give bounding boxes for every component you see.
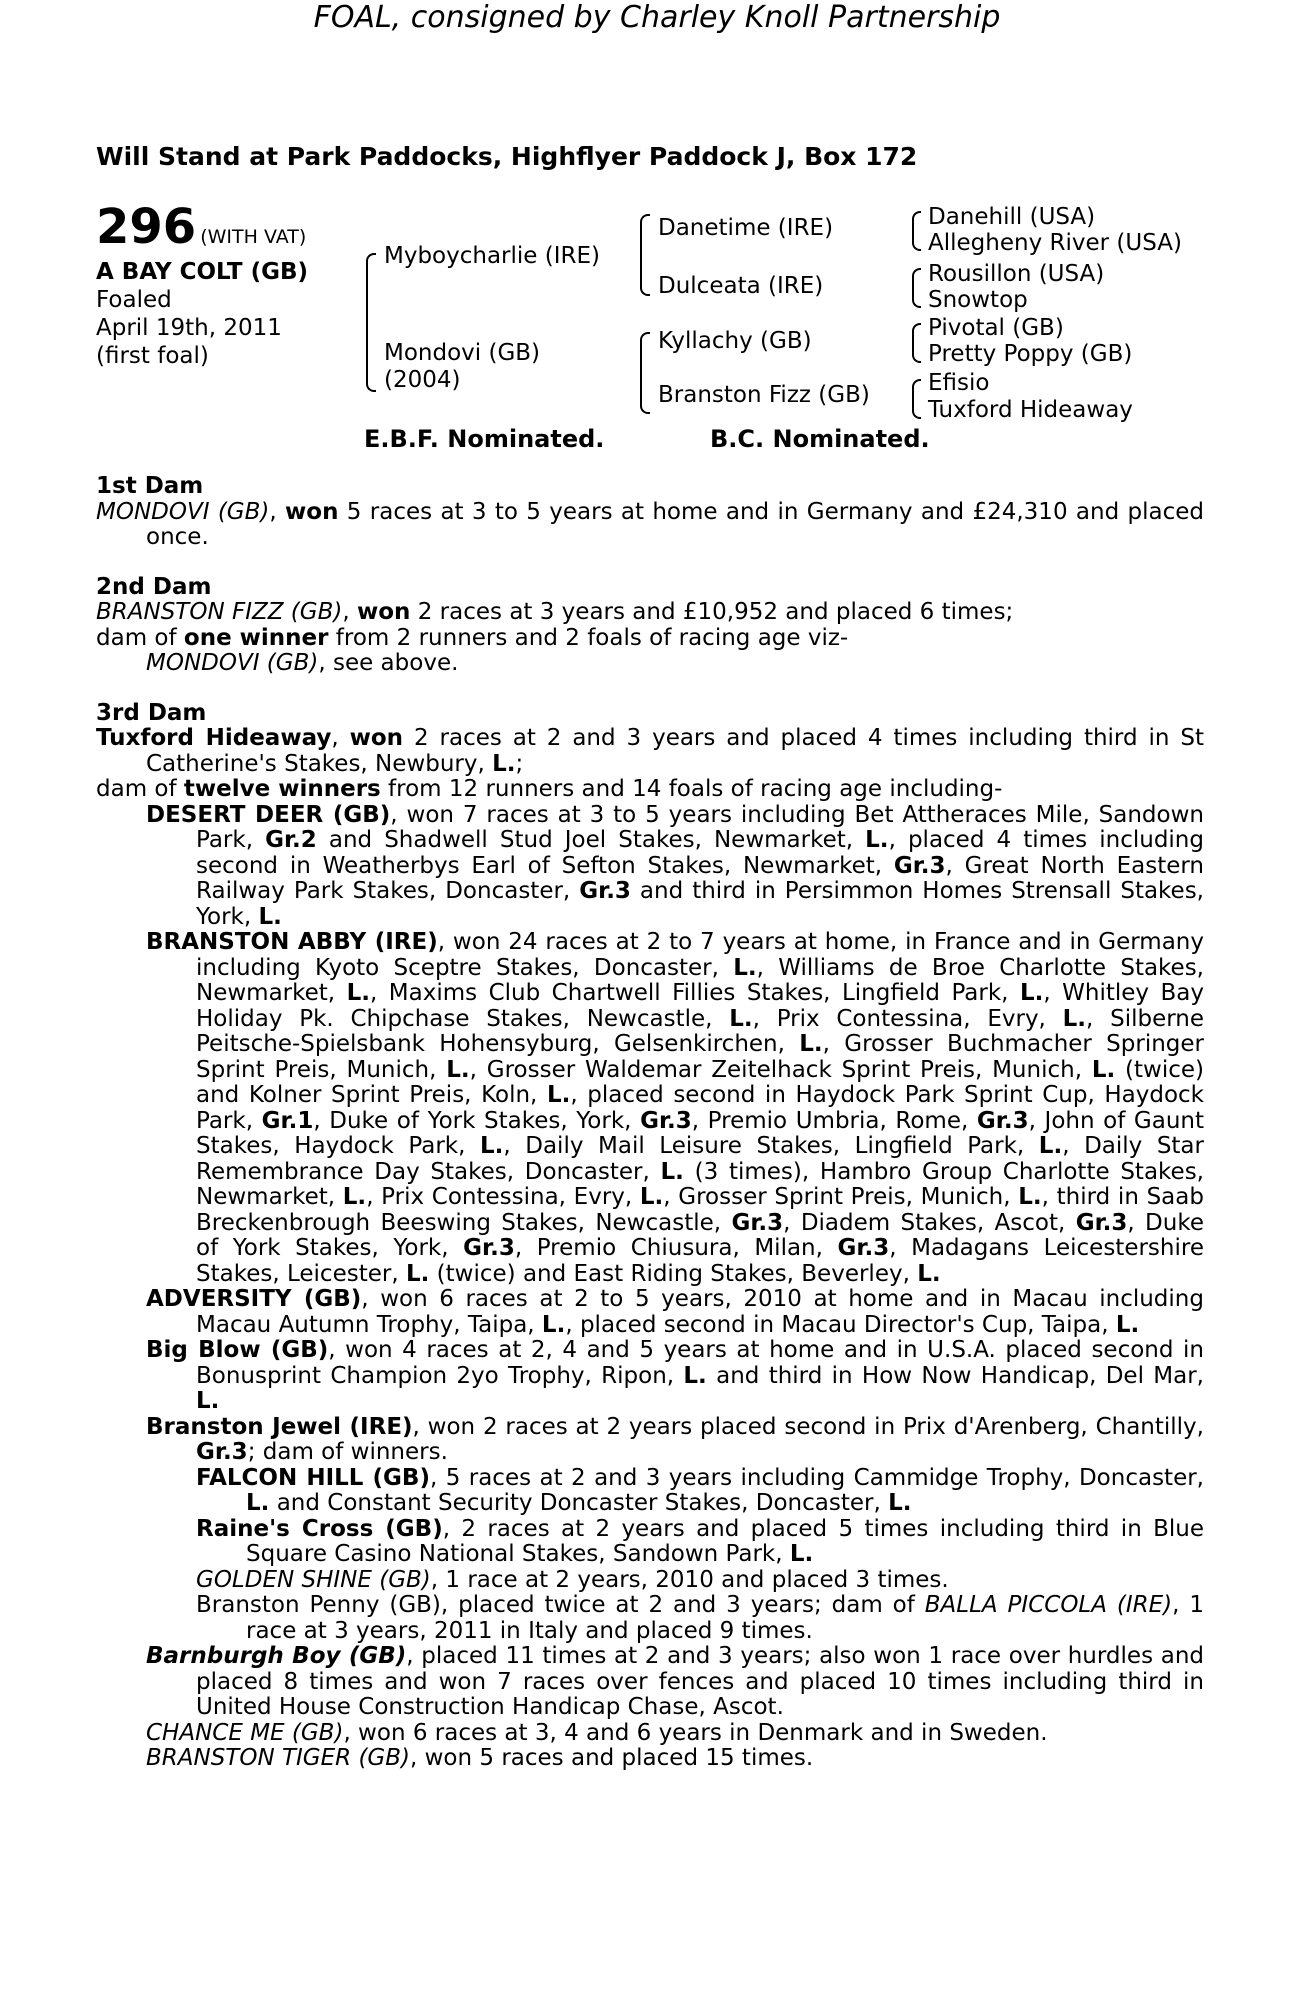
produce-big-blow: Big Blow (GB), won 4 races at 2, 4 and 5 years at home and in U.S.A. placed second in Bonusprint Champion 2yo Trophy, Ripon, L. and third in How Now Handicap, Del Mar, L. — [146, 1337, 1204, 1414]
produce-adversity: ADVERSITY (GB), won 6 races at 2 to 5 years, 2010 at home and in Macau including Macau Autumn Trophy, Taipa, L., placed second in Macau Director's Cup, Taipa, L. — [146, 1286, 1204, 1338]
pedigree-sire: Myboycharlie (IRE) — [384, 243, 600, 269]
produce-branston-tiger: BRANSTON TIGER (GB), won 5 races and placed 15 times. — [146, 1745, 814, 1771]
pedigree-g3-8: Tuxford Hideaway — [928, 397, 1133, 423]
third-dam-produce-summary — [96, 777, 1204, 803]
produce-name: Branston Jewel (IRE) — [146, 1413, 413, 1440]
second-dam-heading: 2nd Dam — [96, 573, 212, 600]
second-dam-produce-item — [96, 651, 1204, 677]
pedigree-brace-dam — [640, 332, 650, 414]
produce-golden-shine: GOLDEN SHINE (GB), 1 race at 2 years, 2010 and placed 3 times. — [196, 1566, 949, 1593]
pedigree-g3-2: Allegheny River (USA) — [928, 230, 1182, 256]
vat-label: (WITH VAT) — [200, 226, 307, 248]
produce-name: BRANSTON ABBY (IRE) — [146, 929, 438, 955]
produce-name: GOLDEN SHINE (GB) — [196, 1566, 431, 1593]
produce-text: , see above. — [318, 650, 459, 676]
dam-of-prefix: dam of — [96, 624, 184, 651]
winners-count: twelve winners — [183, 776, 381, 802]
consignment-line: FOAL, consigned by Charley Knoll Partnership — [313, 0, 1001, 35]
foaled-date: April 19th, 2011 — [96, 315, 282, 341]
produce-branston-penny: Branston Penny (GB), placed twice at 2 and 3 years; dam of BALLA PICCOLA (IRE), 1 race at 3 years, 2011 in Italy and placed 9 times. — [196, 1592, 1204, 1644]
won-label: won — [349, 725, 404, 751]
first-dam-record: 5 races at 3 to 5 years at home and in Germany and £24,310 and placed once. — [146, 498, 1205, 550]
third-dam-name: Tuxford Hideaway — [96, 725, 332, 751]
first-dam-entry: MONDOVI (GB), won 5 races at 3 to 5 years at home and in Germany and £24,310 and placed once. — [96, 498, 1205, 550]
third-dam-record: 2 races at 2 and 3 years and placed 4 times including third in St Catherine's Stakes, Newbury, — [146, 725, 1205, 777]
pedigree-g3-3: Rousillon (USA) — [928, 261, 1105, 287]
produce-name: Raine's Cross (GB) — [196, 1515, 443, 1542]
produce-desert-deer: DESERT DEER (GB), won 7 races at 3 to 5 years including Bet Attheraces Mile, Sandown Park, Gr.2 and Shadwell Stud Joel Stakes, Newmarket, L., placed 4 times including second in Weatherbys Earl of Sefton Stakes, Newmarket, Gr.3, Great North Eastern Railway Park Stakes, Doncaster, Gr.3 and third in Persimmon Homes Strensall Stakes, York, L. — [146, 801, 1204, 930]
produce-name: BRANSTON TIGER (GB) — [146, 1745, 410, 1771]
produce-branston-jewel: Branston Jewel (IRE), won 2 races at 2 years placed second in Prix d'Arenberg, Chantilly, Gr.3; dam of winners. — [146, 1413, 1204, 1465]
pedigree-brace-main — [366, 253, 376, 392]
pedigree-g3-5: Pivotal (GB) — [928, 315, 1064, 341]
pedigree-sire-sire: Danetime (IRE) — [658, 215, 834, 241]
dam-of-prefix: dam of — [96, 776, 184, 802]
pedigree-brace-g3-3 — [912, 323, 921, 363]
third-dam-heading: 3rd Dam — [96, 699, 207, 726]
pedigree-dam-sire: Kyllachy (GB) — [658, 328, 812, 354]
dam-of-suffix: from 2 runners and 2 foals of racing age viz- — [328, 624, 849, 651]
stand-location: Will Stand at Park Paddocks, Highflyer Paddock J, Box 172 — [96, 142, 918, 171]
produce-name: BALLA PICCOLA (IRE) — [924, 1592, 1173, 1618]
pedigree-g3-6: Pretty Poppy (GB) — [928, 341, 1133, 367]
produce-name: DESERT DEER (GB) — [146, 801, 391, 828]
lot-info — [96, 199, 309, 369]
won-label: won — [285, 498, 339, 525]
dam-of-suffix: from 12 runners and 14 foals of racing age including- — [380, 776, 1003, 802]
produce-name: Barnburgh Boy (GB) — [146, 1643, 407, 1669]
third-dam-entry: Tuxford Hideaway, won 2 races at 2 and 3 years and placed 4 times including third in St Catherine's Stakes, Newbury, L.; — [96, 725, 1205, 777]
pedigree-g3-7: Efisio — [928, 370, 990, 396]
first-dam-heading: 1st Dam — [96, 473, 204, 499]
pedigree-g3-4: Snowtop — [928, 287, 1028, 313]
pedigree-g3-1: Danehill (USA) — [928, 204, 1096, 230]
produce-name: FALCON HILL (GB) — [196, 1464, 430, 1491]
bc-nominated: B.C. Nominated. — [710, 425, 930, 453]
pedigree-brace-sire — [640, 214, 650, 296]
winners-count: one winner — [183, 624, 329, 651]
catalogue-body — [96, 474, 1204, 1772]
produce-raines-cross: Raine's Cross (GB), 2 races at 2 years and placed 5 times including third in Blue Square Casino National Stakes, Sandown Park, L. — [196, 1515, 1205, 1567]
produce-name: ADVERSITY (GB) — [146, 1286, 362, 1312]
second-dam-produce-summary — [96, 626, 1204, 652]
ebf-nominated: E.B.F. Nominated. — [364, 425, 605, 453]
pedigree-brace-g3-2 — [912, 268, 921, 308]
produce-chance-me: CHANCE ME (GB), won 6 races at 3, 4 and 6 years in Denmark and in Sweden. — [146, 1719, 1048, 1746]
lot-number: 296 — [96, 199, 197, 255]
produce-name: Big Blow (GB) — [146, 1337, 329, 1363]
second-dam-name: BRANSTON FIZZ (GB) — [96, 599, 343, 625]
pedigree-dam-dam: Branston Fizz (GB) — [658, 382, 870, 408]
pedigree-dam-year: (2004) — [384, 367, 461, 393]
pedigree-sire-dam: Dulceata (IRE) — [658, 273, 824, 299]
pedigree-dam: Mondovi (GB) — [384, 340, 541, 366]
third-dam-record-end: ; — [515, 750, 524, 777]
pedigree-brace-g3-1 — [912, 211, 921, 251]
second-dam-record: 2 races at 3 years and £10,952 and placed 6 times; — [410, 599, 1014, 625]
foaled-label: Foaled — [96, 287, 172, 313]
second-dam-entry: BRANSTON FIZZ (GB), won 2 races at 3 years and £10,952 and placed 6 times; — [96, 599, 1014, 625]
produce-name: CHANCE ME (GB) — [146, 1719, 344, 1746]
pedigree-brace-g3-4 — [912, 379, 921, 419]
produce-falcon-hill: FALCON HILL (GB), 5 races at 2 and 3 years including Cammidge Trophy, Doncaster, L. and Constant Security Doncaster Stakes, Doncaster, L. — [196, 1464, 1204, 1516]
first-foal-note: (first foal) — [96, 343, 209, 369]
listed-mark: L. — [492, 750, 516, 777]
lot-name: A BAY COLT (GB) — [96, 259, 309, 285]
won-label: won — [356, 599, 411, 625]
produce-barnburgh-boy: Barnburgh Boy (GB), placed 11 times at 2 and 3 years; also won 1 race over hurdles and placed 8 times and won 7 races over fences and placed 10 times including third in United House Construction Handicap Chase, Ascot. — [146, 1643, 1205, 1720]
produce-name: MONDOVI (GB) — [146, 650, 319, 676]
produce-branston-abby: BRANSTON ABBY (IRE), won 24 races at 2 to 7 years at home, in France and in Germany including Kyoto Sceptre Stakes, Doncaster, L., Williams de Broe Charlotte Stakes, Newmarket, L., Maxims Club Chartwell Fillies Stakes, Lingfield Park, L., Whitley Bay Holiday Pk. Chipchase Stakes, Newcastle, L., Prix Contessina, Evry, L., Silberne Peitsche-Spielsbank Hohensyburg, Gelsenkirchen, L., Grosser Buchmacher Springer Sprint Preis, Munich, L., Grosser Waldemar Zeitelhack Sprint Preis, Munich, L. (twice) and Kolner Sprint Preis, Koln, L., placed second in Haydock Park Sprint Cup, Haydock Park, Gr.1, Duke of York Stakes, York, Gr.3, Premio Umbria, Rome, Gr.3, John of Gaunt Stakes, Haydock Park, L., Daily Mail Leisure Stakes, Lingfield Park, L., Daily Star Remembrance Day Stakes, Doncaster, L. (3 times), Hambro Group Charlotte Stakes, Newmarket, L., Prix Contessina, Evry, L., Grosser Sprint Preis, Munich, L., third in Saab Breckenbrough Beeswing Stakes, Newcastle, Gr.3, Diadem Stakes, Ascot, Gr.3, Duke of York Stakes, York, Gr.3, Premio Chiusura, Milan, Gr.3, Madagans Leicestershire Stakes, Leicester, L. (twice) and East Riding Stakes, Beverley, L. — [146, 929, 1205, 1287]
first-dam-name: MONDOVI (GB) — [96, 498, 270, 525]
